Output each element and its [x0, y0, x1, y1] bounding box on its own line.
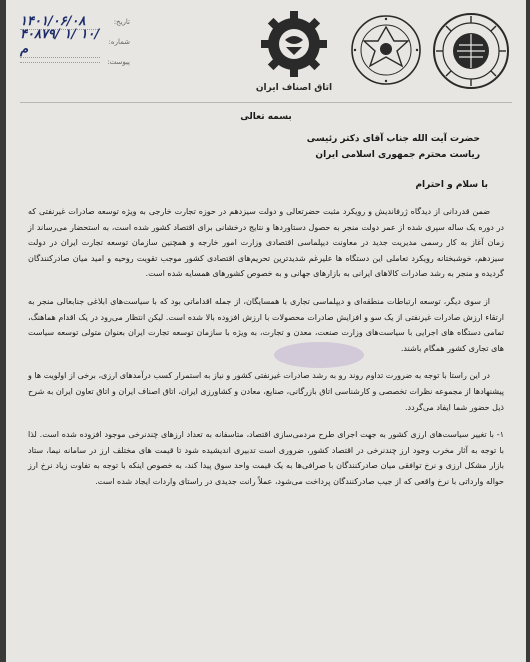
- header-logos: [248, 10, 510, 93]
- letter-meta: [20, 12, 130, 72]
- greeting: با سلام و احترام: [415, 180, 488, 190]
- paragraph-2: از سوی دیگر، توسعه ارتباطات منطقه‌ای و دیپلماسی تجاری با همسایگان، از جمله اقداماتی بود که با سیاست‌های ابلاغی جنابعالی منجر به ارتقاء ارزش صادرات غیرنفتی از یک سو و افزایش صادرات محصولات با ارزش افزوده بالا شده است. لیکن انتظار می‌رود در یک اقدام هماهنگ، تمامی دستگاه های اجرایی با سیاست‌های وزارت صنعت، معدن و تجارت، به ویژه با سازمان توسعه تجارت ایران بعنوان متولی توسعه سیاست های تجاری کشور همگام باشند.: [28, 296, 504, 353]
- number-row: [20, 26, 130, 57]
- basmala: بسمه تعالی: [240, 112, 292, 122]
- addressee-line-2: ریاست محترم جمهوری اسلامی ایران: [315, 150, 480, 160]
- header-divider: [20, 102, 512, 103]
- attachment-value: [20, 62, 100, 63]
- paragraph-1: ضمن قدردانی از دیدگاه ژرفاندیش و رویکرد مثبت حضرتعالی و دولت سیزدهم در حوزه تجارت خارجی به ویژه توسعه صادرات غیرنفتی که در دوره یک ساله سپری شده از عمر دولت منجر به حصول دستاوردها و نتایج درخشانی برای اقتصاد کشور شده است، به استحضار می‌رساند از زمان آغاز به کار رسمی مدیریت جدید در معاونت دیپلماسی اقتصادی وزارت امور خارجه و همچنین سازمان توسعه تجارت ایران در دولت سیزدهم، خوشبختانه رویکرد تعاملی این دستگاه ها علیرغم شدیدترین تحریم‌های اقتصادی کشور موجب تقویت روحیه و امید میان صادرکنندگان گردیده و منجر به رشد صادرات کالاهای ایرانی به بازارهای جهانی و به خصوص کشورهای همسایه شده است.: [28, 207, 504, 279]
- chamber-of-commerce-logo: [432, 12, 510, 90]
- guilds-logo-caption: اتاق اصناف ایران: [255, 83, 333, 93]
- letter-body: [28, 112, 504, 490]
- number-value: ۴۰۸۷۹/ ۱/ ۱۰/ م: [20, 26, 100, 57]
- addressee-line-1: حضرت آیت الله جناب آقای دکتر رئیسی: [306, 134, 480, 144]
- number-label: شماره:: [108, 38, 130, 46]
- date-value: ۱۴۰۱/۰۶/۰۸: [20, 14, 100, 30]
- date-label: تاریخ:: [113, 18, 130, 26]
- attachment-label: پیوست:: [107, 58, 130, 66]
- letter-page: [6, 0, 526, 662]
- paragraph-3: در این راستا با توجه به ضرورت تداوم روند رو به رشد صادرات غیرنفتی کشور و نیاز به استمرار کسب درآمدهای ارزی، برخی از اولویت ها و پیشنهادها از مجموعه نظرات تخصصی و کارشناسی اتاق بازرگانی، صنایع، معادن و کشاورزی ایران، اتاق اصناف ایران و اتاق تعاون ایران به شرح ذیل حضور شما ایفاد می‌گردد.: [28, 371, 504, 412]
- guilds-chamber-logo: [248, 10, 340, 94]
- numbered-item-1: ۱- با تغییر سیاست‌های ارزی کشور به جهت اجرای طرح مردمی‌سازی اقتصاد، متاسفانه به تعداد ارزهای چندنرخی موجود افزوده شده است. لذا با توجه به آثار مخرب وجود ارز چندنرخی در اقتصاد کشور، ضروری است تدبیری اندیشیده شود تا قیمت های مختلف ارز در سامانه نیما، ستاد بازار مشکل ارزی و نرخ توافقی میان صادرکنندگان با صرافی‌ها به یک قیمت واحد سوق پیدا کند، به خصوص اینکه با توجه به تفاوت زیاد نرخ ارز حواله وارداتی با نرخ واقعی که از جیب صادرکنندگان پرداخت می‌شود، عملاً رانت جدیدی در راستای واردات ایجاد شده است.: [28, 430, 504, 486]
- cooperative-chamber-logo: [350, 14, 422, 86]
